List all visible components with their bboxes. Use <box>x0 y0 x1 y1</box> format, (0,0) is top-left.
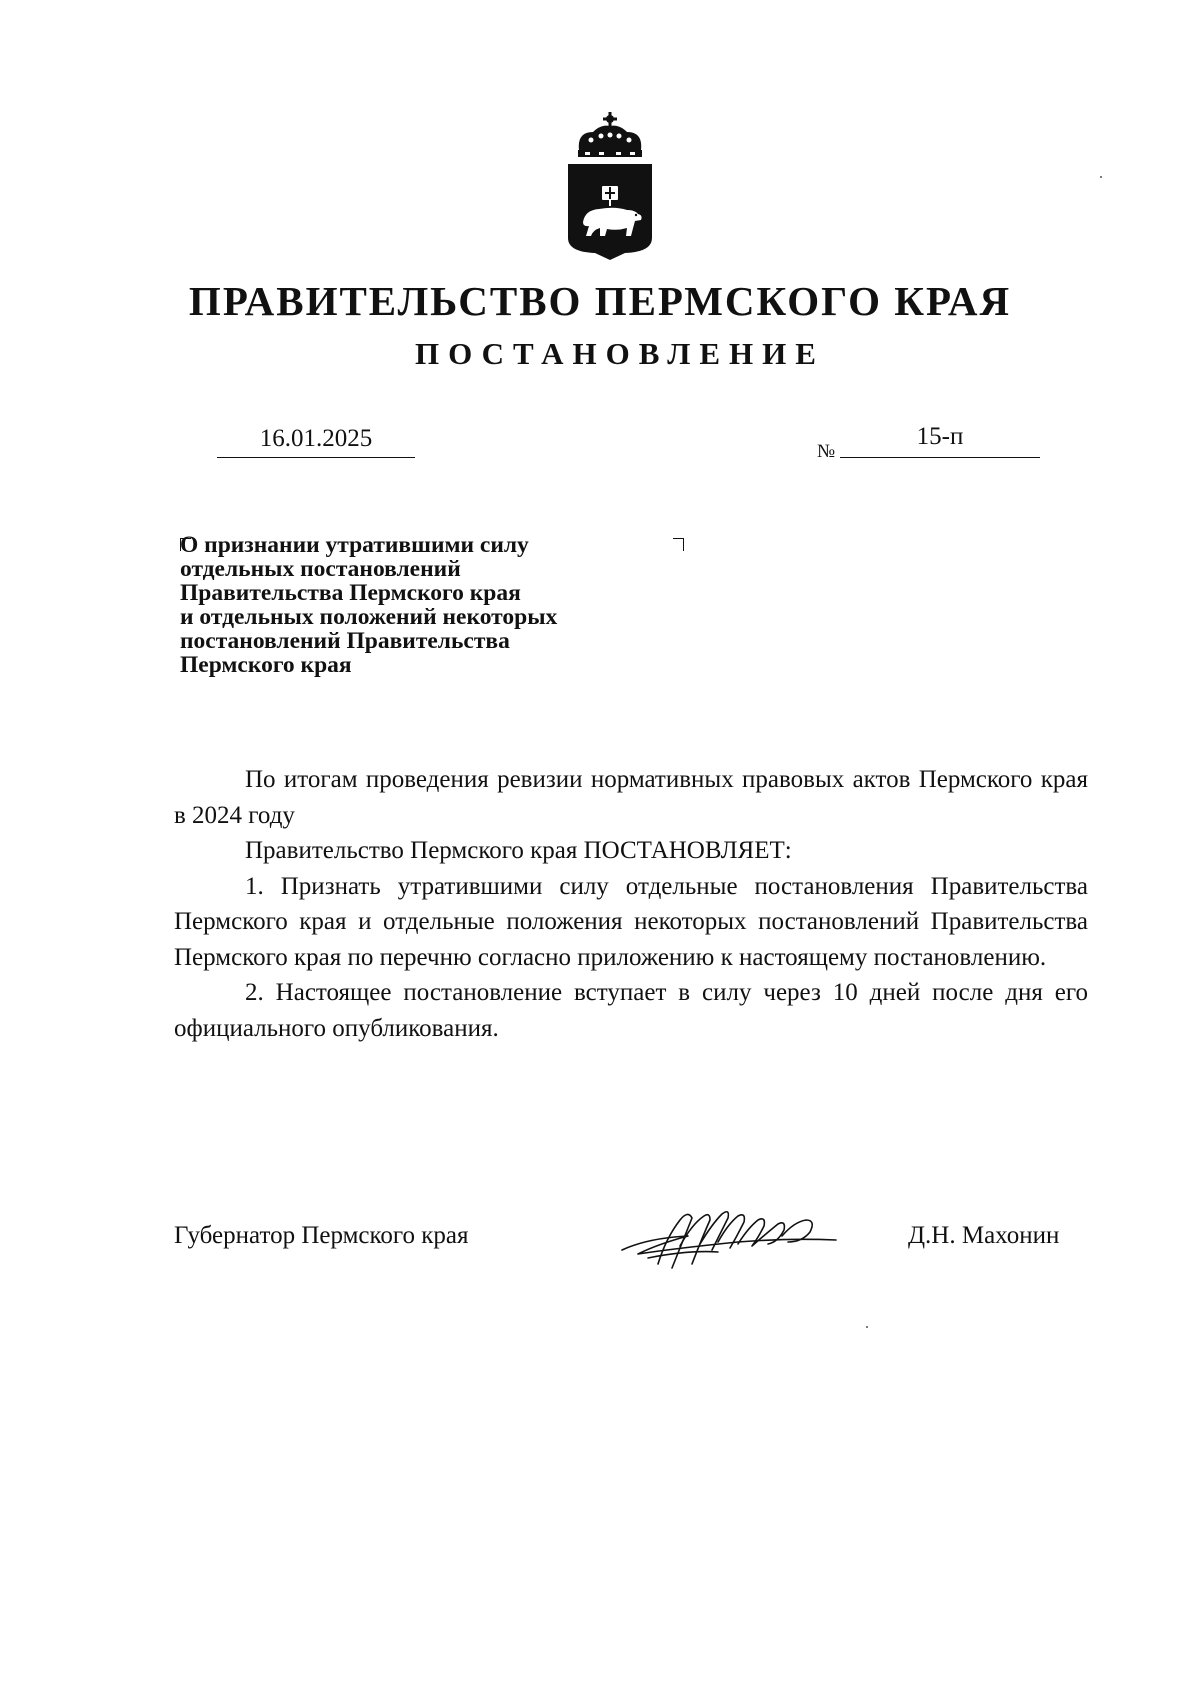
title-line: и отдельных положений некоторых <box>180 604 558 630</box>
signatory-name: Д.Н. Махонин <box>908 1222 1060 1249</box>
scan-speck <box>866 1326 868 1328</box>
title-line: Правительства Пермского края <box>180 580 521 606</box>
preamble-paragraph: По итогам проведения ревизии нормативных правовых актов Пермского края в 2024 году <box>174 766 1088 829</box>
title-line: О признании утратившими силу <box>180 532 529 558</box>
title-line: отдельных постановлений <box>180 556 461 582</box>
item-1-paragraph: 1. Признать утратившими силу отдельные постановления Правительства Пермского края и отдельные положения некоторых постановлений Правительства Пермского края по перечню согласно приложению к настоящему постановлению. <box>174 872 1088 971</box>
item-2-paragraph: 2. Настоящее постановление вступает в силу через 10 дней после дня его официального опубликования. <box>174 979 1088 1042</box>
signatory-role: Губернатор Пермского края <box>174 1222 469 1249</box>
title-line: Пермского края <box>180 652 352 678</box>
document-title <box>180 533 680 677</box>
number-sign: № <box>817 441 836 462</box>
coat-of-arms-icon <box>565 110 655 260</box>
document-number: 15-п <box>840 423 1040 458</box>
scan-speck <box>1100 176 1102 178</box>
title-line: постановлений Правительства <box>180 628 510 654</box>
document-type: ПОСТАНОВЛЕНИЕ <box>415 336 825 371</box>
handwritten-signature-icon <box>618 1198 838 1274</box>
resolves-paragraph: Правительство Пермского края ПОСТАНОВЛЯЕТ: <box>245 837 792 864</box>
organization-title: ПРАВИТЕЛЬСТВО ПЕРМСКОГО КРАЯ <box>188 278 1012 324</box>
document-date: 16.01.2025 <box>217 425 415 458</box>
document-body <box>174 762 1088 1046</box>
